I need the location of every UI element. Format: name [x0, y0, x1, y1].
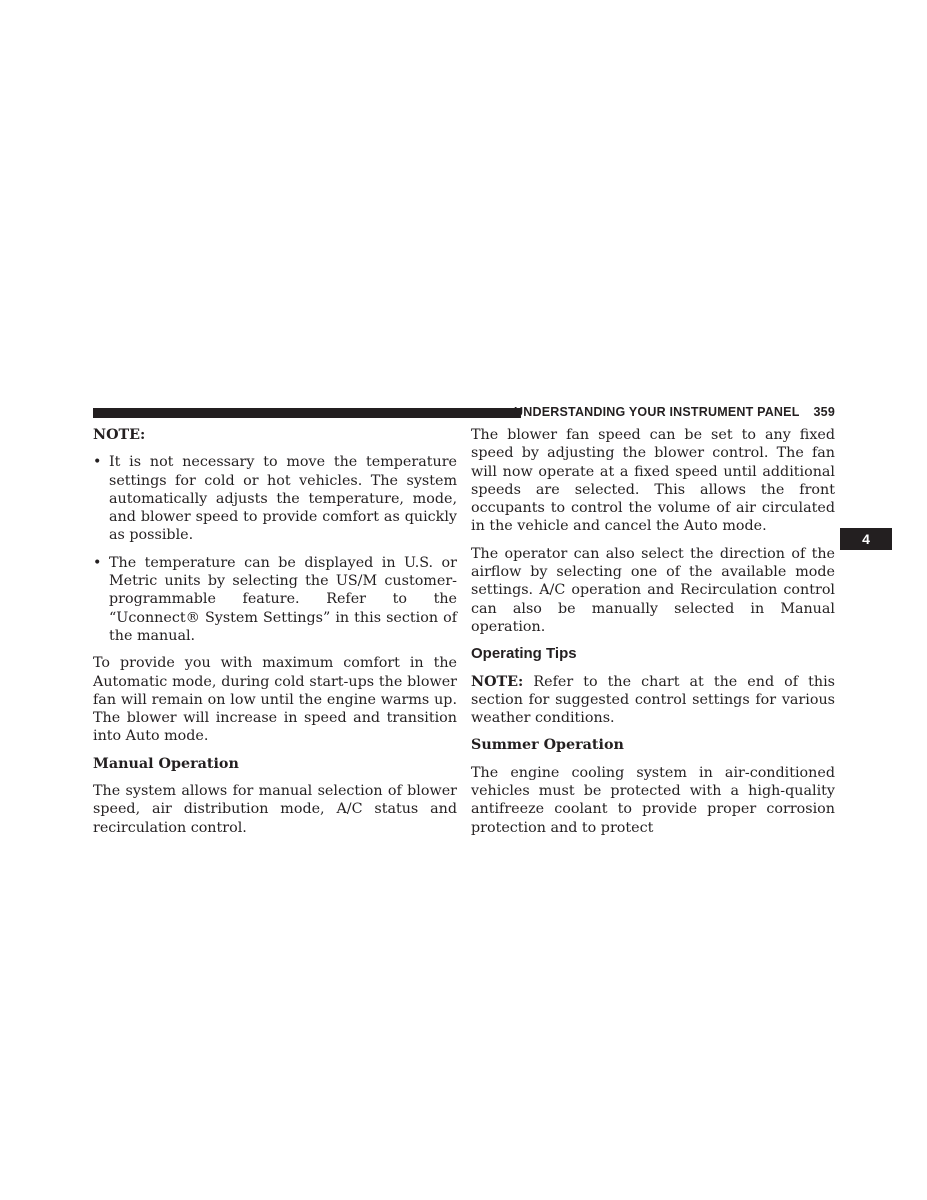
tips-note-paragraph: [471, 673, 835, 728]
list-item: [93, 453, 457, 544]
summer-operation-paragraph: The engine cooling system in air-conditioned vehicles must be protected with a high-quality antifreeze coolant to provide proper corrosion protection and to protect: [471, 764, 835, 836]
tips-note-label: NOTE:: [471, 673, 524, 690]
bullet-icon: •: [93, 554, 102, 571]
manual-operation-paragraph: The system allows for manual selection of blower speed, air distribution mode, A/C status and recirculation control.: [93, 783, 457, 836]
bullet-icon: •: [93, 454, 102, 471]
manual-operation-heading: Manual Operation: [93, 755, 239, 772]
tips-note-text: Refer to the chart at the end of this section for suggested control settings for various weather conditions.: [471, 673, 835, 727]
chapter-tab[interactable]: 4: [840, 528, 892, 550]
right-column: [471, 426, 835, 846]
bullet-text: The temperature can be displayed in U.S. or Metric units by selecting the US/M customer-programmable feature. Refer to the “Uconnect® System Settings” in this section of the manual.: [109, 554, 457, 644]
airflow-paragraph: The operator can also select the direction of the airflow by selecting one of the available mode settings. A/C operation and Recirculation control can also be manually selected in Manual operation.: [471, 545, 835, 635]
list-item: [93, 554, 457, 645]
left-column: [93, 426, 457, 846]
blower-speed-paragraph: The blower fan speed can be set to any fixed speed by adjusting the blower control. The fan will now operate at a fixed speed until additional speeds are selected. This allows the front occupants to control the volume of air circulated in the vehicle and cancel the Auto mode.: [471, 427, 835, 535]
bullet-text: It is not necessary to move the temperature settings for cold or hot vehicles. The system automatically adjusts the temperature, mode, and blower speed to provide comfort as quickly as possible.: [109, 454, 457, 544]
section-title: UNDERSTANDING YOUR INSTRUMENT PANEL: [514, 405, 800, 419]
automatic-mode-paragraph: To provide you with maximum comfort in the Automatic mode, during cold start-ups the blower fan will remain on low until the engine warms up. The blower will increase in speed and transition into Auto mode.: [93, 655, 457, 745]
header-rule: [93, 408, 521, 418]
operating-tips-heading: Operating Tips: [471, 645, 577, 663]
note-bullet-list: [93, 453, 457, 645]
page-number: 359: [813, 405, 835, 419]
running-header: [514, 405, 835, 419]
summer-operation-heading: Summer Operation: [471, 737, 624, 754]
note-label: NOTE:: [93, 427, 146, 443]
